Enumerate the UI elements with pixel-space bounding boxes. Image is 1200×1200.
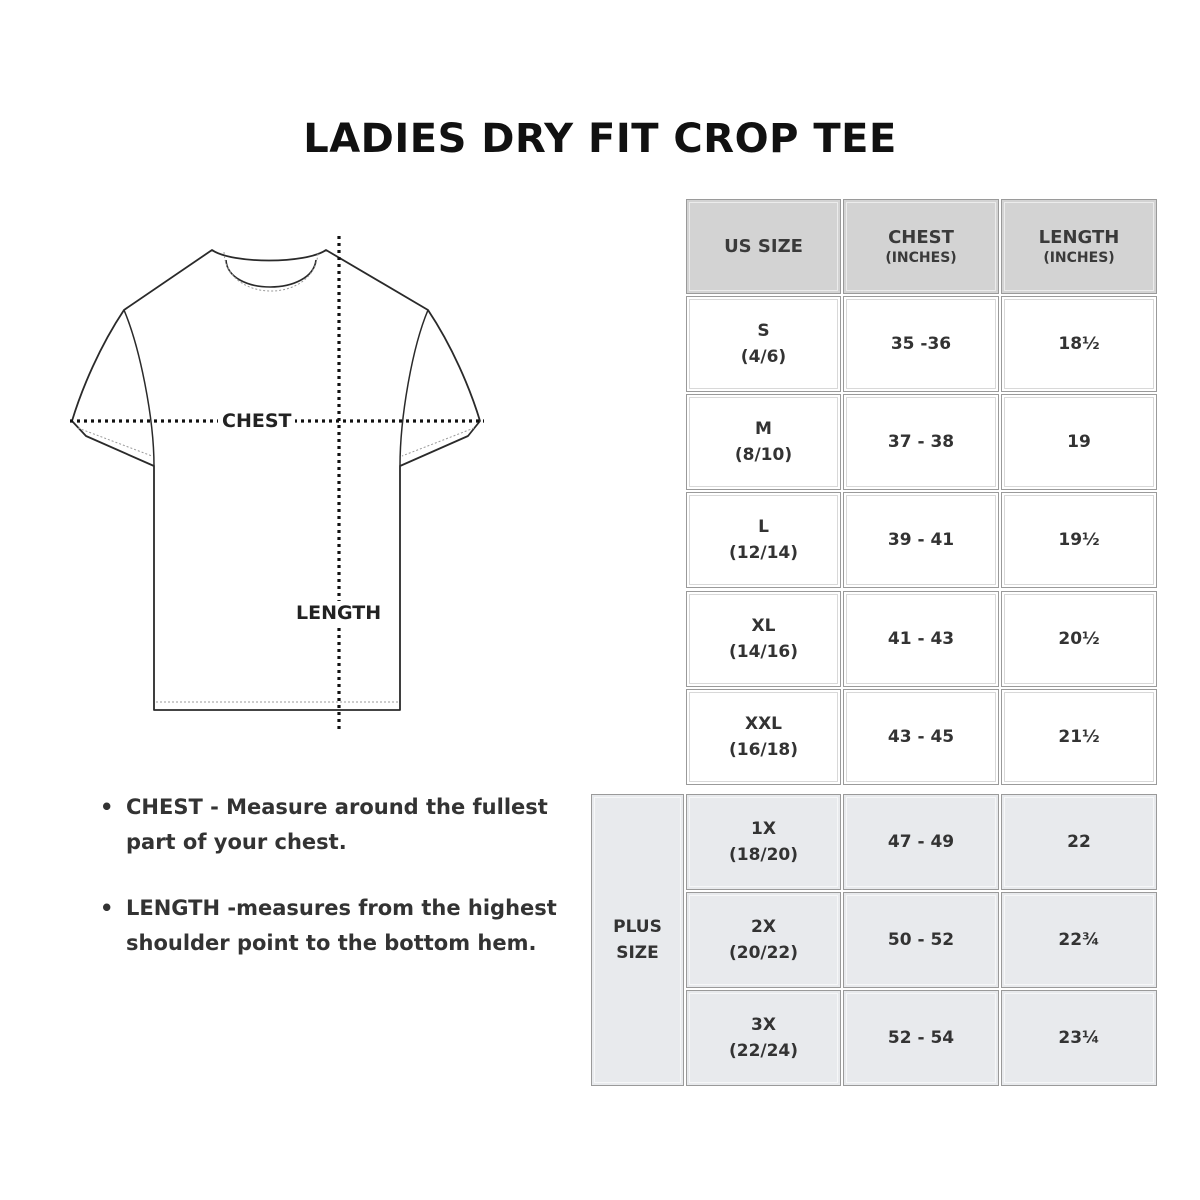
size-name: 3X xyxy=(751,1015,776,1035)
note-length-text: LENGTH -measures from the highest shoulder point to the bottom hem. xyxy=(126,896,557,955)
size-name: L xyxy=(758,517,769,537)
size-name: 2X xyxy=(751,917,776,937)
header-us-size xyxy=(686,199,841,294)
size-cell-l xyxy=(686,492,841,588)
chest-cell-l: 39 - 41 xyxy=(843,492,999,588)
header-length xyxy=(1001,199,1157,294)
header-length-label: LENGTH xyxy=(1038,226,1120,248)
header-us-size-label: US SIZE xyxy=(724,235,803,257)
plus-label-line1: PLUS xyxy=(613,917,662,937)
size-name: S xyxy=(757,321,770,341)
size-cell-1x xyxy=(686,794,841,890)
note-length xyxy=(100,891,570,961)
size-name: XXL xyxy=(744,714,783,734)
chest-cell-3x: 52 - 54 xyxy=(843,990,999,1086)
length-cell-2x: 22¾ xyxy=(1001,892,1157,988)
size-cell-xxl xyxy=(686,689,841,785)
size-us: (16/18) xyxy=(728,740,799,760)
length-cell-1x: 22 xyxy=(1001,794,1157,890)
size-us: (14/16) xyxy=(728,642,799,662)
chest-cell-xl: 41 - 43 xyxy=(843,591,999,687)
size-us: (18/20) xyxy=(728,845,799,865)
bullet: • xyxy=(100,795,114,819)
size-us: (12/14) xyxy=(728,543,799,563)
length-cell-l: 19½ xyxy=(1001,492,1157,588)
length-cell-xl: 20½ xyxy=(1001,591,1157,687)
header-chest xyxy=(843,199,999,294)
length-cell-s: 18½ xyxy=(1001,296,1157,392)
header-chest-label: CHEST xyxy=(888,226,954,248)
chest-cell-2x: 50 - 52 xyxy=(843,892,999,988)
size-name: M xyxy=(755,419,772,439)
size-name: 1X xyxy=(751,819,776,839)
size-us: (8/10) xyxy=(734,445,793,465)
size-cell-3x xyxy=(686,990,841,1086)
chest-label: CHEST xyxy=(218,409,295,433)
size-us: (22/24) xyxy=(728,1041,799,1061)
note-chest xyxy=(100,790,570,860)
measurement-notes xyxy=(100,790,570,992)
page-title: LADIES DRY FIT CROP TEE xyxy=(303,116,897,162)
size-us: (20/22) xyxy=(728,943,799,963)
chest-cell-xxl: 43 - 45 xyxy=(843,689,999,785)
header-chest-unit: (INCHES) xyxy=(885,249,957,266)
size-cell-2x xyxy=(686,892,841,988)
plus-label-line2: SIZE xyxy=(616,943,659,963)
size-us: (4/6) xyxy=(740,347,787,367)
length-cell-m: 19 xyxy=(1001,394,1157,490)
length-label: LENGTH xyxy=(292,601,385,625)
chest-cell-s: 35 -36 xyxy=(843,296,999,392)
tee-outline-drawing xyxy=(60,228,500,748)
tee-diagram xyxy=(60,228,500,752)
note-chest-text: CHEST - Measure around the fullest part of your chest. xyxy=(126,795,548,854)
size-name: XL xyxy=(751,616,776,636)
chest-cell-m: 37 - 38 xyxy=(843,394,999,490)
size-cell-m xyxy=(686,394,841,490)
length-cell-3x: 23¼ xyxy=(1001,990,1157,1086)
size-cell-s xyxy=(686,296,841,392)
length-cell-xxl: 21½ xyxy=(1001,689,1157,785)
bullet: • xyxy=(100,896,114,920)
size-cell-xl xyxy=(686,591,841,687)
plus-size-label xyxy=(591,794,684,1086)
chest-cell-1x: 47 - 49 xyxy=(843,794,999,890)
header-length-unit: (INCHES) xyxy=(1043,249,1115,266)
